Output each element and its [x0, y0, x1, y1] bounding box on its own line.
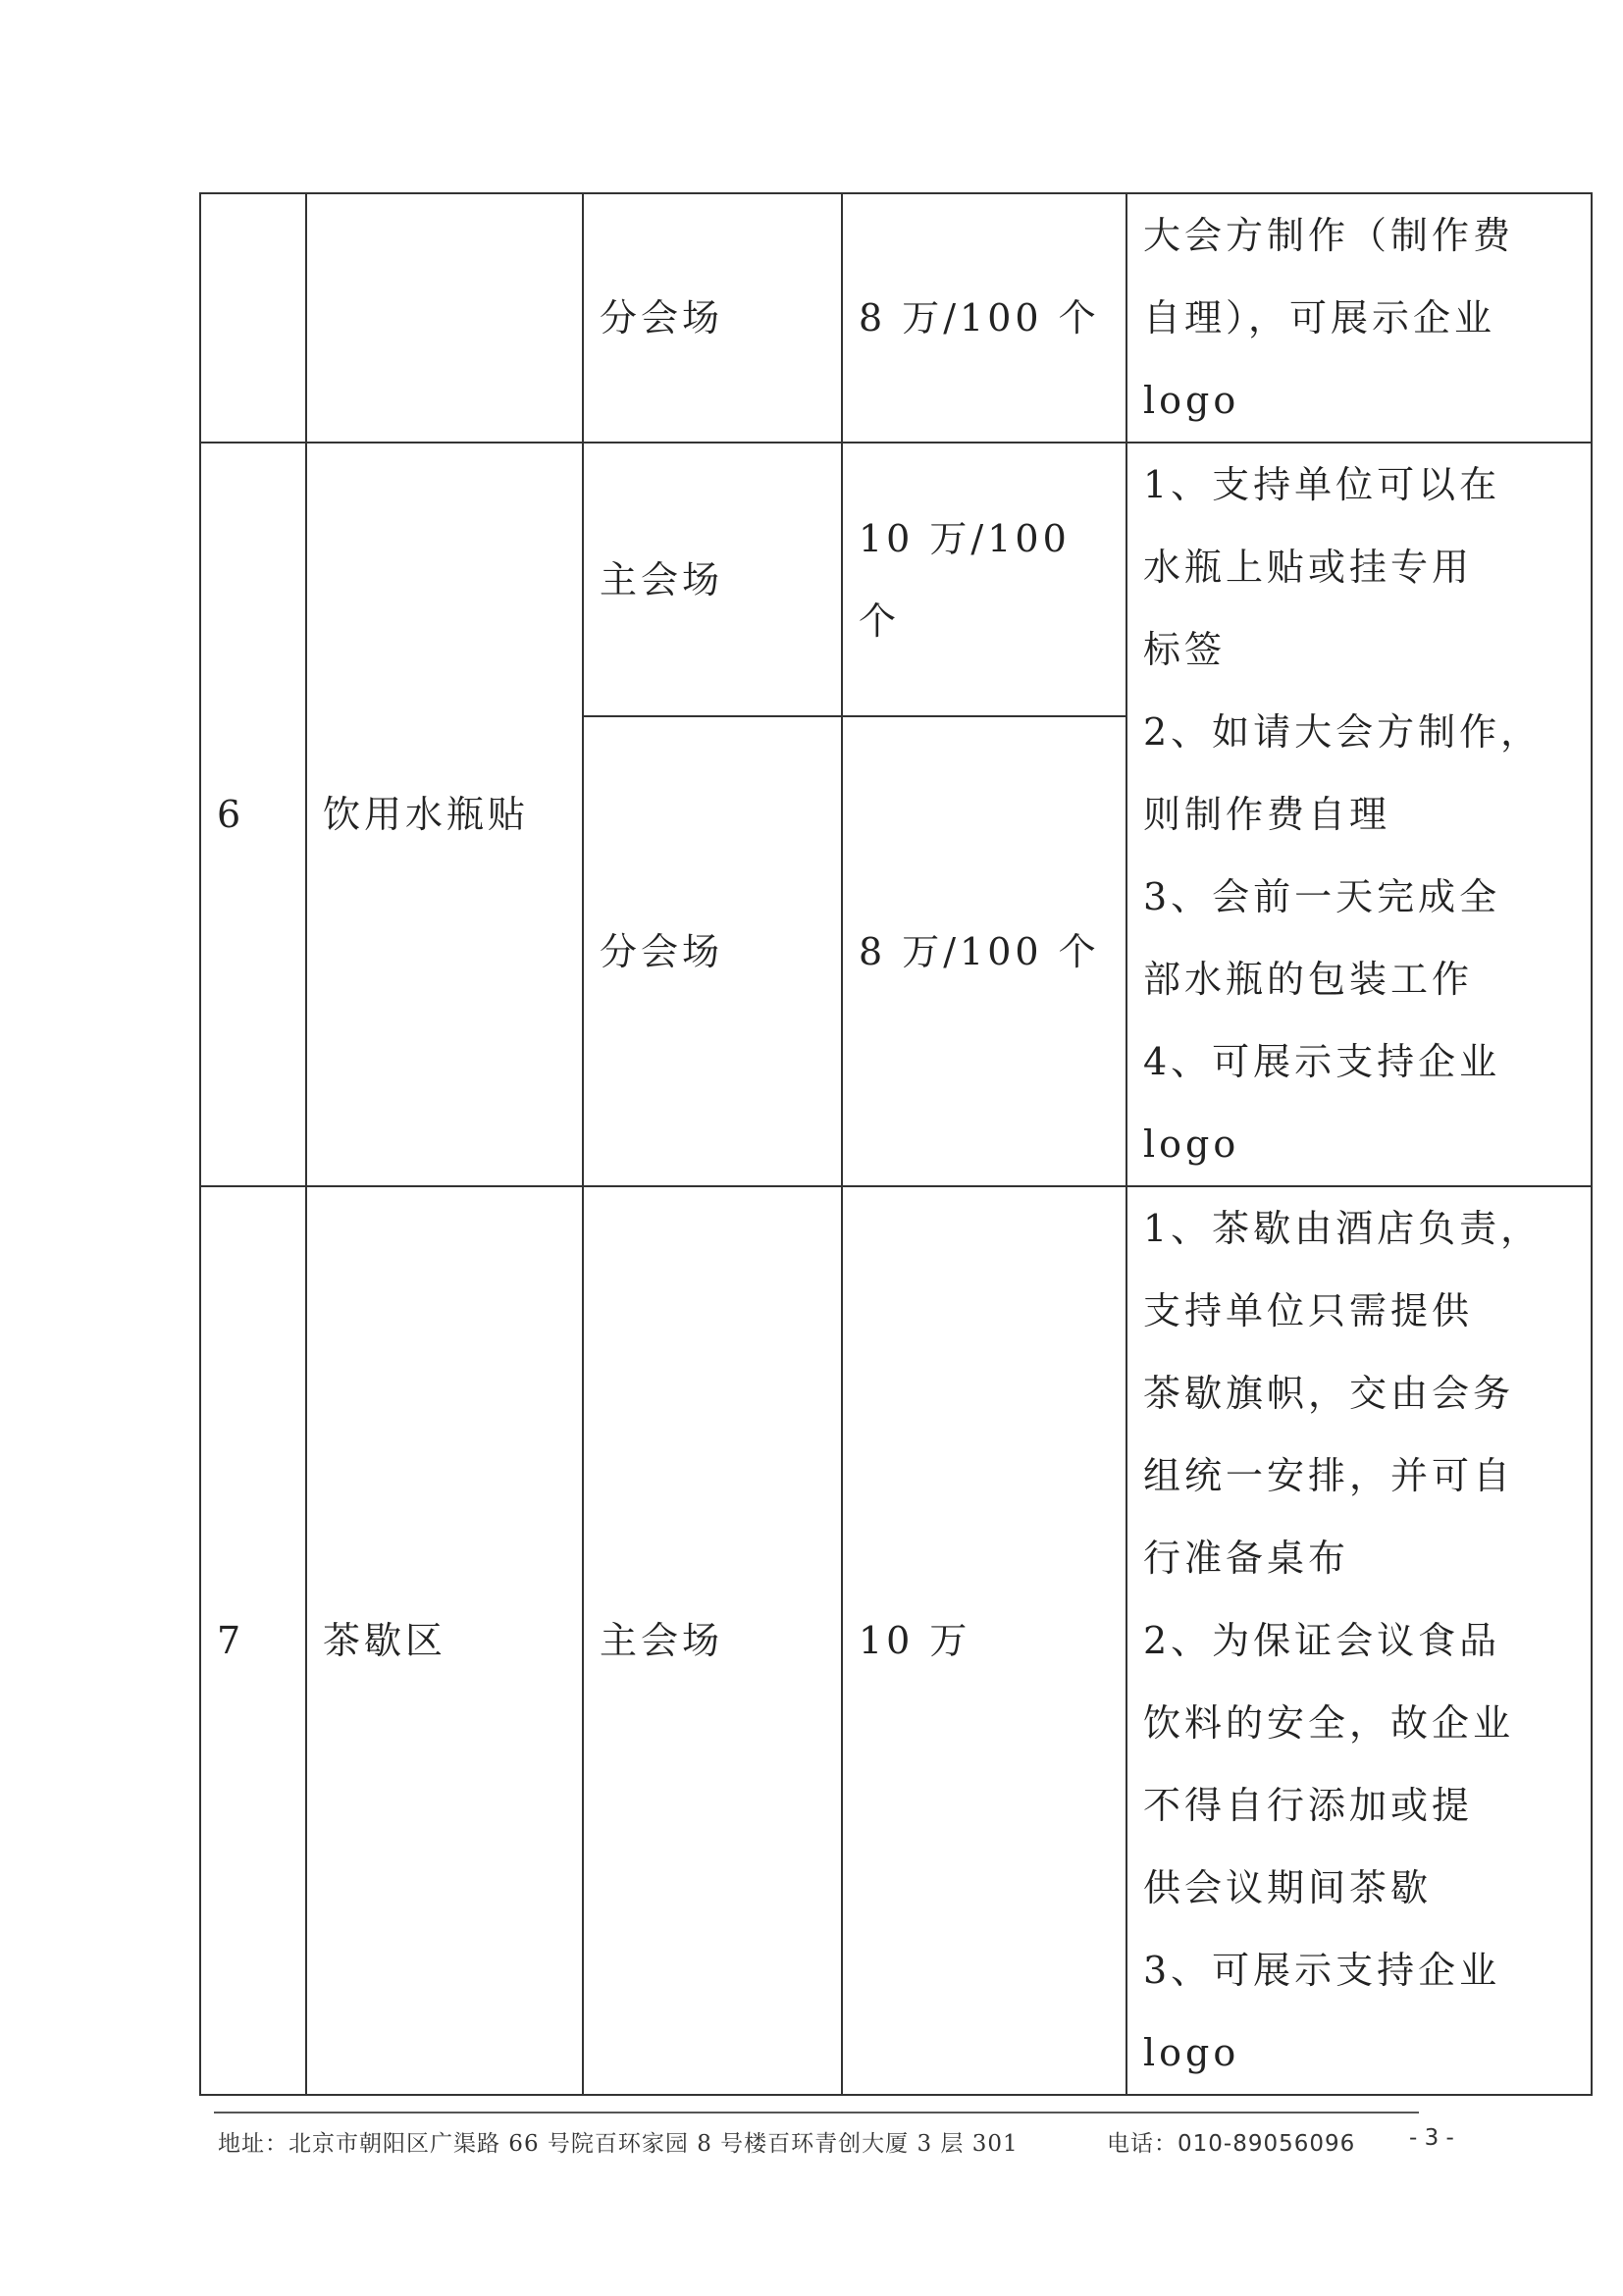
note-line: 则制作费自理 — [1143, 793, 1391, 836]
note-line: logo — [1143, 379, 1240, 422]
note-line: 3、可展示支持企业 — [1143, 1949, 1501, 1992]
page-number: - 3 - — [1409, 2125, 1454, 2151]
note-line: logo — [1143, 2031, 1240, 2074]
price-cell: 10 万 — [842, 1186, 1126, 2095]
venue-cell: 分会场 — [583, 716, 842, 1186]
table-row — [200, 1186, 1592, 2095]
note-line: 4、可展示支持企业 — [1143, 1040, 1501, 1083]
note-line: 行准备桌布 — [1143, 1537, 1350, 1580]
venue-cell: 主会场 — [583, 443, 842, 716]
note-line: 供会议期间茶歇 — [1143, 1866, 1433, 1909]
note-line: 1、茶歇由酒店负责， — [1143, 1207, 1543, 1250]
footer-divider — [214, 2112, 1419, 2113]
note-line: logo — [1143, 1122, 1240, 1166]
item-name-cell: 饮用水瓶贴 — [306, 443, 583, 1186]
footer-address: 地址：北京市朝阳区广渠路 66 号院百环家园 8 号楼百环青创大厦 3 层 301 — [218, 2131, 1019, 2157]
note-cell — [1126, 1186, 1592, 2095]
row-number-cell: 7 — [200, 1186, 306, 2095]
row-number-cell — [200, 193, 306, 443]
venue-cell: 主会场 — [583, 1186, 842, 2095]
item-name-cell — [306, 193, 583, 443]
row-number-cell: 6 — [200, 443, 306, 1186]
note-line: 自理），可展示企业 — [1143, 296, 1496, 339]
sponsorship-table — [199, 192, 1593, 2096]
note-cell — [1126, 443, 1592, 1186]
note-line: 大会方制作（制作费 — [1143, 214, 1515, 257]
price-cell: 8 万/100 个 — [842, 716, 1126, 1186]
note-line: 饮料的安全，故企业 — [1143, 1701, 1515, 1745]
note-cell — [1126, 193, 1592, 443]
note-line: 组统一安排，并可自 — [1143, 1454, 1515, 1497]
note-line: 3、会前一天完成全 — [1143, 875, 1501, 918]
price-cell: 8 万/100 个 — [842, 193, 1126, 443]
note-line: 不得自行添加或提 — [1143, 1784, 1474, 1827]
note-line: 部水瓶的包装工作 — [1143, 958, 1474, 1001]
price-cell: 10 万/100 个 — [842, 443, 1126, 716]
note-line: 标签 — [1143, 628, 1227, 671]
table-row — [200, 193, 1592, 443]
note-line: 水瓶上贴或挂专用 — [1143, 546, 1474, 589]
note-line: 支持单位只需提供 — [1143, 1289, 1474, 1332]
table-row — [200, 443, 1592, 716]
venue-cell: 分会场 — [583, 193, 842, 443]
note-line: 2、为保证会议食品 — [1143, 1619, 1501, 1662]
note-line: 茶歇旗帜，交由会务 — [1143, 1372, 1515, 1415]
footer-phone: 电话：010-89056096 — [1107, 2131, 1356, 2157]
note-line: 2、如请大会方制作， — [1143, 710, 1543, 754]
note-line: 1、支持单位可以在 — [1143, 463, 1501, 506]
item-name-cell: 茶歇区 — [306, 1186, 583, 2095]
